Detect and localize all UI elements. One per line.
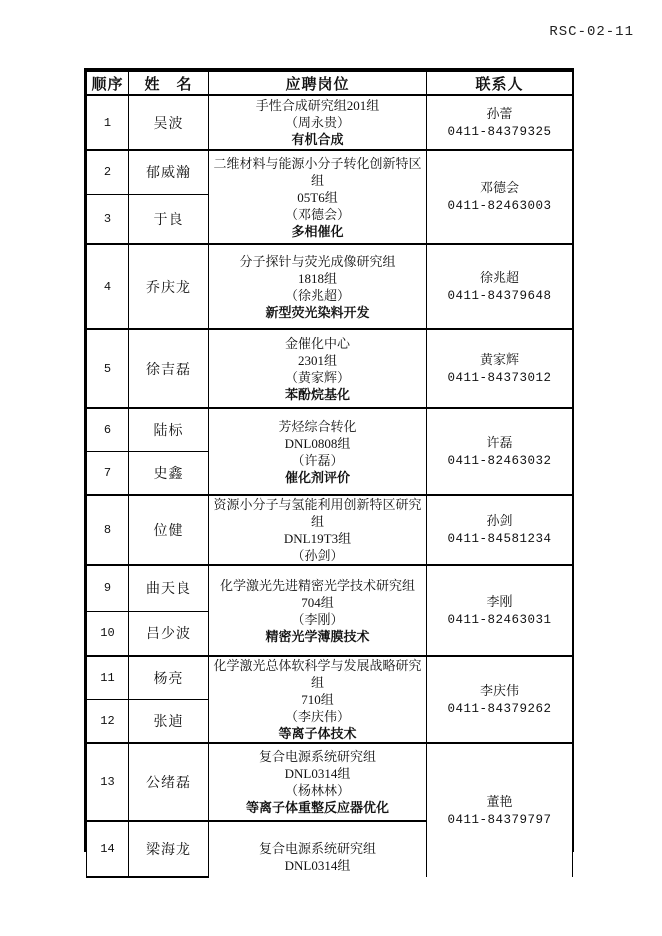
table-row <box>87 244 573 329</box>
position-line: （周永贵） <box>284 115 350 130</box>
position-cell <box>209 95 427 150</box>
table-row <box>87 408 573 451</box>
contact-name: 黄家辉 <box>479 351 519 367</box>
position-cell <box>209 150 427 244</box>
position-line: 等离子体重整反应器优化 <box>245 800 389 815</box>
position-line: DNL0314组 <box>284 766 351 781</box>
contact-phone: 0411-84581234 <box>447 532 552 546</box>
contact-cell <box>427 95 573 150</box>
seq-cell: 5 <box>87 329 129 408</box>
seq-cell: 1 <box>87 95 129 150</box>
contact-cell <box>427 495 573 565</box>
contact-cell <box>427 329 573 408</box>
name-cell: 史鑫 <box>129 451 209 495</box>
position-line: 复合电源系统研究组 <box>258 749 376 764</box>
contact-name: 董艳 <box>486 793 513 809</box>
position-cell <box>209 565 427 656</box>
name-cell: 徐吉磊 <box>129 329 209 408</box>
position-line: 手性合成研究组201组 <box>255 98 380 113</box>
position-line: 05T6组 <box>297 189 338 205</box>
contact-cell <box>427 244 573 329</box>
position-cell <box>209 495 427 565</box>
contact-name: 徐兆超 <box>479 269 519 285</box>
position-line: DNL0808组 <box>284 435 351 451</box>
position-line: 分子探针与荧光成像研究组 <box>239 253 396 269</box>
position-line: （孙剑） <box>291 548 344 563</box>
position-cell <box>209 656 427 743</box>
header-cell-seq: 顺序 <box>87 71 129 95</box>
position-line: DNL19T3组 <box>283 531 352 546</box>
position-line: 新型荧光染料开发 <box>265 304 370 320</box>
contact-cell <box>427 408 573 495</box>
recruitment-table-container <box>84 68 574 873</box>
name-cell: 吴波 <box>129 95 209 150</box>
contact-cell <box>427 150 573 244</box>
contact-phone: 0411-84379797 <box>447 812 552 827</box>
contact-cell <box>427 743 573 877</box>
header-cell-name: 姓 名 <box>129 71 209 95</box>
contact-phone: 0411-84373012 <box>447 370 552 385</box>
header-cell-position: 应聘岗位 <box>209 71 427 95</box>
position-line: 复合电源系统研究组 <box>258 841 376 856</box>
header-cell-contact: 联系人 <box>427 71 573 95</box>
position-line: 芳烃综合转化 <box>278 418 357 434</box>
contact-name: 李庆伟 <box>479 682 519 698</box>
position-line: （许磊） <box>291 452 344 468</box>
seq-cell: 9 <box>87 565 129 611</box>
seq-cell: 3 <box>87 194 129 244</box>
position-line: 金催化中心 <box>284 335 350 351</box>
position-line: 二维材料与能源小分子转化创新特区组 <box>213 155 422 188</box>
doc-code: RSC-02-11 <box>549 24 634 40</box>
contact-phone: 0411-84379648 <box>447 288 552 303</box>
position-line: DNL0314组 <box>284 858 351 873</box>
table-row <box>87 95 573 150</box>
contact-cell <box>427 565 573 656</box>
position-cell <box>209 821 427 877</box>
contact-cell <box>427 656 573 743</box>
contact-name: 孙剑 <box>486 513 513 528</box>
name-cell: 公绪磊 <box>129 743 209 821</box>
seq-cell: 14 <box>87 821 129 877</box>
contact-phone: 0411-82463031 <box>447 612 552 627</box>
contact-name: 李刚 <box>486 593 513 609</box>
seq-cell: 13 <box>87 743 129 821</box>
seq-cell: 6 <box>87 408 129 451</box>
contact-phone: 0411-82463003 <box>447 199 552 213</box>
position-line: （李刚） <box>291 611 344 627</box>
contact-name: 孙蕾 <box>486 105 513 121</box>
position-cell <box>209 329 427 408</box>
seq-cell: 12 <box>87 700 129 744</box>
table-header-row <box>87 71 573 95</box>
table-row <box>87 565 573 611</box>
position-cell <box>209 244 427 329</box>
seq-cell: 2 <box>87 150 129 194</box>
table-row <box>87 743 573 821</box>
position-line: 2301组 <box>297 352 337 368</box>
position-line: （杨林林） <box>284 783 350 798</box>
position-line: 化学激光先进精密光学技术研究组 <box>219 577 415 593</box>
name-cell: 乔庆龙 <box>129 244 209 329</box>
position-cell <box>209 408 427 495</box>
position-cell <box>209 743 427 821</box>
contact-name: 许磊 <box>486 434 513 450</box>
name-cell: 吕少波 <box>129 611 209 656</box>
position-line: 精密光学薄膜技术 <box>265 628 370 644</box>
table-row <box>87 495 573 565</box>
position-line: 710组 <box>301 692 334 707</box>
seq-cell: 11 <box>87 656 129 700</box>
name-cell: 张逌 <box>129 700 209 744</box>
position-line: 等离子体技术 <box>278 726 357 741</box>
seq-cell: 4 <box>87 244 129 329</box>
seq-cell: 10 <box>87 611 129 656</box>
position-line: 化学激光总体软科学与发展战略研究组 <box>213 658 422 690</box>
name-cell: 曲天良 <box>129 565 209 611</box>
seq-cell: 8 <box>87 495 129 565</box>
position-line: 催化剂评价 <box>284 469 350 485</box>
position-line: （邓德会） <box>284 206 350 222</box>
contact-phone: 0411-82463032 <box>447 453 552 468</box>
table-row <box>87 150 573 194</box>
table-row <box>87 329 573 408</box>
name-cell: 位健 <box>129 495 209 565</box>
contact-phone: 0411-84379262 <box>447 701 552 716</box>
position-line: 有机合成 <box>291 132 344 147</box>
name-cell: 陆标 <box>129 408 209 451</box>
name-cell: 杨亮 <box>129 656 209 700</box>
name-cell: 梁海龙 <box>129 821 209 877</box>
seq-cell: 7 <box>87 451 129 495</box>
recruitment-table <box>86 70 573 878</box>
name-cell: 于良 <box>129 194 209 244</box>
position-line: 多相催化 <box>291 223 344 239</box>
contact-name: 邓德会 <box>479 180 519 195</box>
position-line: 1818组 <box>297 270 337 286</box>
position-line: 资源小分子与氢能利用创新特区研究组 <box>213 497 422 529</box>
position-line: 704组 <box>301 594 334 610</box>
table-row <box>87 656 573 700</box>
position-line: （徐兆超） <box>284 287 350 303</box>
name-cell: 郁威瀚 <box>129 150 209 194</box>
position-line: （李庆伟） <box>284 709 350 724</box>
contact-phone: 0411-84379325 <box>447 124 552 139</box>
position-line: （黄家辉） <box>284 369 350 385</box>
position-line: 苯酚烷基化 <box>284 386 350 402</box>
